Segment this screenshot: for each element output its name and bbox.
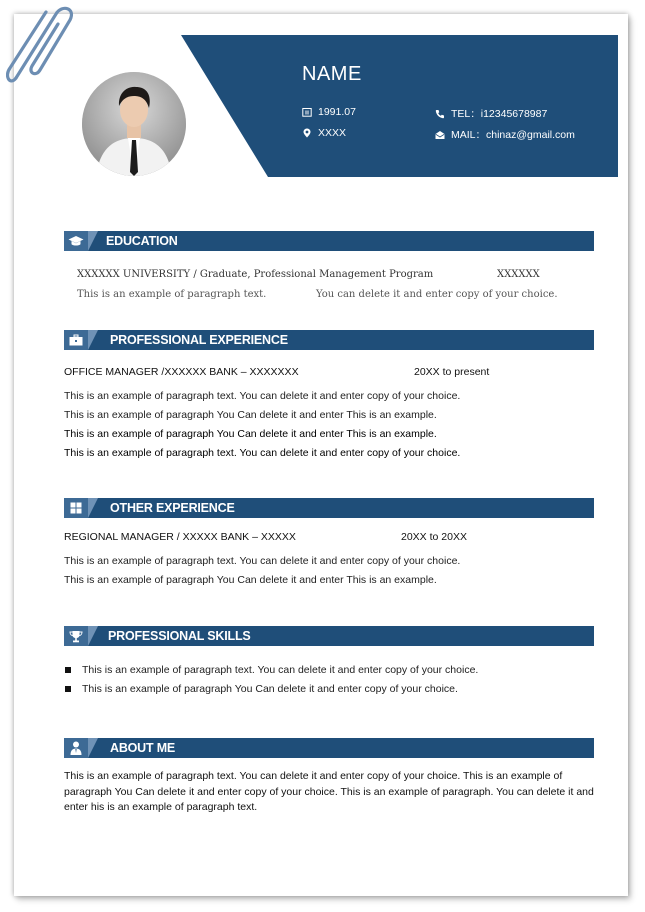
paperclip-icon (6, 0, 76, 86)
section-title-professional-experience: PROFESSIONAL EXPERIENCE (110, 333, 288, 347)
section-title-other-experience: OTHER EXPERIENCE (110, 501, 235, 515)
mail-text[interactable]: MAIL：chinaz@gmail.com (451, 129, 575, 141)
section-other-experience-bar (64, 498, 594, 518)
location-info (302, 127, 346, 139)
bullet-icon (65, 667, 71, 673)
section-title-education: EDUCATION (106, 234, 178, 248)
person-icon (70, 741, 82, 755)
section-education-bar (64, 231, 594, 251)
header-band (181, 35, 618, 177)
location-pin-icon (302, 128, 312, 138)
tel-text[interactable]: TEL：i12345678987 (451, 108, 548, 120)
graduation-cap-icon (68, 235, 84, 247)
section-about-bar (64, 738, 594, 758)
other-line: This is an example of paragraph You Can delete it and enter This is an example. (64, 574, 437, 586)
section-professional-experience-bar (64, 330, 594, 350)
location-text: XXXX (318, 127, 347, 139)
mail-info (435, 127, 575, 142)
windows-grid-icon (70, 502, 82, 514)
education-line-1-right: XXXXXX (497, 269, 540, 280)
section-title-skills: PROFESSIONAL SKILLS (108, 629, 251, 643)
avatar (82, 72, 186, 176)
birth-info (302, 106, 356, 118)
other-role: REGIONAL MANAGER / XXXXX BANK – XXXXX (64, 531, 296, 543)
section-skills-bar (64, 626, 594, 646)
education-line-2: This is an example of paragraph text. (77, 289, 267, 300)
education-line-2-right: You can delete it and enter copy of your choice. (316, 289, 558, 300)
professional-line: This is an example of paragraph text. You can delete it and enter copy of your choice. (64, 447, 461, 459)
professional-line: This is an example of paragraph You Can delete it and enter This is an example. (64, 409, 437, 421)
skill-item: This is an example of paragraph You Can delete it and enter copy of your choice. (82, 683, 458, 695)
education-line-1: XXXXXX UNIVERSITY / Graduate, Professional Management Program (77, 269, 434, 280)
professional-line: This is an example of paragraph text. You can delete it and enter copy of your choice. (64, 390, 461, 402)
bullet-icon (65, 686, 71, 692)
about-text: This is an example of paragraph text. You can delete it and enter copy of your choice. This is an example of paragraph You Can delete it and enter copy of your choice. This is an example of paragraph. You can delete it and enter his is an example of paragraph text. (64, 770, 594, 813)
other-period: 20XX to 20XX (401, 531, 467, 543)
phone-icon (435, 109, 445, 119)
skill-item: This is an example of paragraph text. You can delete it and enter copy of your choice. (82, 664, 479, 676)
section-title-about: ABOUT ME (110, 741, 176, 755)
tel-info (435, 106, 547, 121)
professional-role: OFFICE MANAGER /XXXXXX BANK – XXXXXXX (64, 366, 299, 378)
trophy-icon (69, 630, 83, 643)
other-line: This is an example of paragraph text. You can delete it and enter copy of your choice. (64, 555, 461, 567)
birth-date: 1991.07 (318, 106, 356, 118)
candidate-name: NAME (302, 63, 362, 85)
mail-icon (435, 130, 445, 140)
professional-line: This is an example of paragraph You Can delete it and enter This is an example. (64, 428, 437, 440)
professional-period: 20XX to present (414, 366, 490, 378)
calendar-icon (302, 107, 312, 117)
briefcase-icon (69, 334, 83, 346)
